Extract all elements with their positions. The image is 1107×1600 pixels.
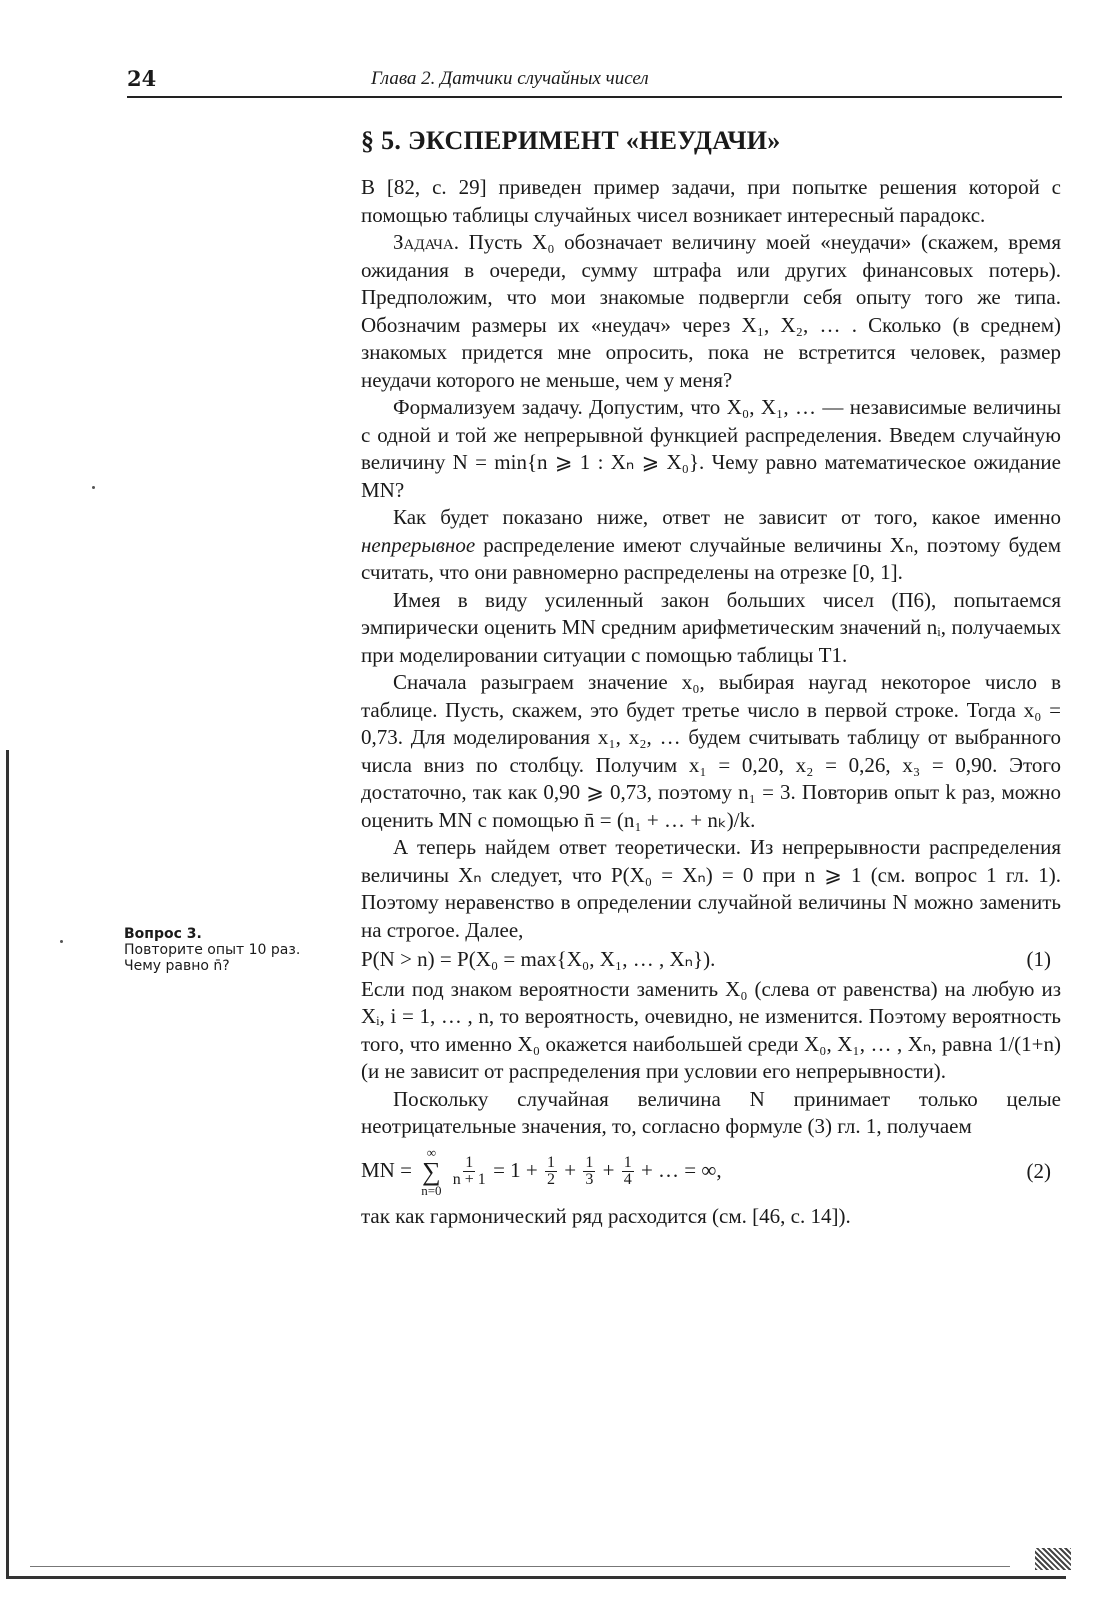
denominator: 4 bbox=[623, 1171, 632, 1188]
paragraph bbox=[361, 229, 1061, 394]
formula-2-expression bbox=[361, 1146, 722, 1198]
problem-text: Пусть X₀ обозначает величину моей «неудачи» (скажем, время ожидания в очереди, сумму штрафа или других финансовых потерь). Предположим, что мои знакомые подвергли себя опыту того же типа. Обозначим размеры их «неудач» через X₁, X₂, … . Сколько (в среднем) знакомых придется мне опросить, пока не встретится человек, размер неудачи которого не меньше, чем у меня? bbox=[361, 230, 1061, 392]
fraction bbox=[453, 1155, 486, 1188]
sum-sign: ∑ bbox=[422, 1156, 441, 1186]
margin-note-title: Вопрос 3. bbox=[124, 926, 202, 942]
fraction bbox=[583, 1155, 595, 1188]
numerator: 1 bbox=[585, 1154, 594, 1171]
problem-label: Задача. bbox=[393, 230, 459, 254]
denominator: 2 bbox=[547, 1171, 555, 1188]
sum-operator bbox=[421, 1146, 441, 1198]
paragraph: Формализуем задачу. Допустим, что X₀, X₁, … — независимые величины с одной и той же непрерывной функцией распределения. Введем случайную величину N = min{n ⩾ 1 : Xₙ ⩾ X₀}. Чему равно математическое ожидание MN? bbox=[361, 395, 1061, 502]
scan-speck bbox=[60, 940, 63, 943]
emphasis: непрерывное bbox=[361, 532, 476, 557]
numerator: 1 bbox=[465, 1154, 474, 1171]
margin-note bbox=[124, 926, 334, 974]
fraction bbox=[545, 1155, 557, 1188]
numerator: 1 bbox=[547, 1154, 555, 1171]
denominator: n + 1 bbox=[452, 1171, 486, 1188]
paragraph: Поскольку случайная величина N принимает только целые неотрицательные значения, то, согласно формуле (3) гл. 1, получаем bbox=[361, 1086, 1061, 1138]
main-text bbox=[361, 174, 1061, 1230]
text-span: распределение имеют случайные величины Xₙ, поэтому будем считать, что они равномерно распределены на отрезке [0, 1]. bbox=[361, 532, 1061, 584]
corner-mark bbox=[1035, 1548, 1071, 1570]
formula-2-number: (2) bbox=[1026, 1158, 1051, 1183]
formula-2-lhs: MN = bbox=[361, 1157, 412, 1182]
denominator: 3 bbox=[585, 1171, 594, 1188]
paragraph: В [82, с. 29] приведен пример задачи, при попытке решения которой с помощью таблицы случайных чисел возникает интересный парадокс. bbox=[361, 175, 1061, 227]
paragraph: Имея в виду усиленный закон больших чисел (П6), попытаемся эмпирически оценить MN средним арифметическим значений nᵢ, получаемых при моделировании ситуации с помощью таблицы Т1. bbox=[361, 587, 1061, 667]
formula-1 bbox=[361, 946, 1061, 974]
scan-edge-left bbox=[6, 750, 9, 1578]
formula-1-number: (1) bbox=[1026, 947, 1051, 971]
paragraph: А теперь найдем ответ теоретически. Из непрерывности распределения величины Xₙ следует, что P(X₀ = Xₙ) = 0 при n ⩾ 1 (см. вопрос 1 гл. 1). Поэтому неравенство в определении случайной величины N можно заменить на строгое. Далее, bbox=[361, 835, 1061, 942]
sum-upper-limit: ∞ bbox=[426, 1144, 436, 1160]
scan-edge-line bbox=[30, 1566, 1010, 1567]
fraction bbox=[622, 1155, 634, 1188]
paragraph: Сначала разыграем значение x₀, выбирая наугад некоторое число в таблице. Пусть, скажем, это будет третье число в первой строке. Тогда x₀ = 0,73. Для моделирования x₁, x₂, … будем считывать таблицу от выбранного числа вниз по столбцу. Получим x₁ = 0,20, x₂ = 0,26, x₃ = 0,90. Этого достаточно, так как 0,90 ⩾ 0,73, поэтому n₁ = 3. Повторив опыт k раз, можно оценить MN с помощью n̄ = (n₁ + … + nₖ)/k. bbox=[361, 670, 1061, 832]
margin-note-line: Повторите опыт 10 раз. bbox=[124, 942, 301, 958]
page-number: 24 bbox=[127, 66, 157, 91]
plus-sign: + bbox=[602, 1157, 615, 1182]
plus-sign: + bbox=[564, 1157, 577, 1182]
formula-2-tail: + … = ∞, bbox=[640, 1157, 722, 1182]
sum-lower-limit: n=0 bbox=[421, 1182, 442, 1198]
running-header bbox=[127, 62, 1062, 98]
section-title: § 5. ЭКСПЕРИМЕНТ «НЕУДАЧИ» bbox=[361, 126, 781, 155]
paragraph bbox=[361, 504, 1061, 587]
formula-2-mid: = 1 + bbox=[493, 1157, 538, 1182]
scan-edge-bottom bbox=[6, 1576, 1066, 1579]
numerator: 1 bbox=[623, 1154, 632, 1171]
formula-1-text: P(N > n) = P(X₀ = max{X₀, X₁, … , Xₙ}). bbox=[361, 947, 716, 971]
paragraph: Если под знаком вероятности заменить X₀ (слева от равенства) на любую из Xᵢ, i = 1, … , n, то вероятность, очевидно, не изменится. Поэтому вероятность того, что именно X₀ окажется наибольшей среди X₀, X₁, … , Xₙ, равна 1/(1+n) (и не зависит от распределения при условии его непрерывности). bbox=[361, 976, 1061, 1083]
text-span: Как будет показано ниже, ответ не зависит от того, какое именно bbox=[393, 505, 1061, 529]
paragraph: так как гармонический ряд расходится (см. [46, с. 14]). bbox=[361, 1203, 851, 1228]
formula-2 bbox=[361, 1143, 1061, 1201]
running-title: Глава 2. Датчики случайных чисел bbox=[371, 68, 649, 89]
margin-note-line: Чему равно n̄? bbox=[124, 958, 230, 974]
scan-speck bbox=[92, 486, 95, 489]
